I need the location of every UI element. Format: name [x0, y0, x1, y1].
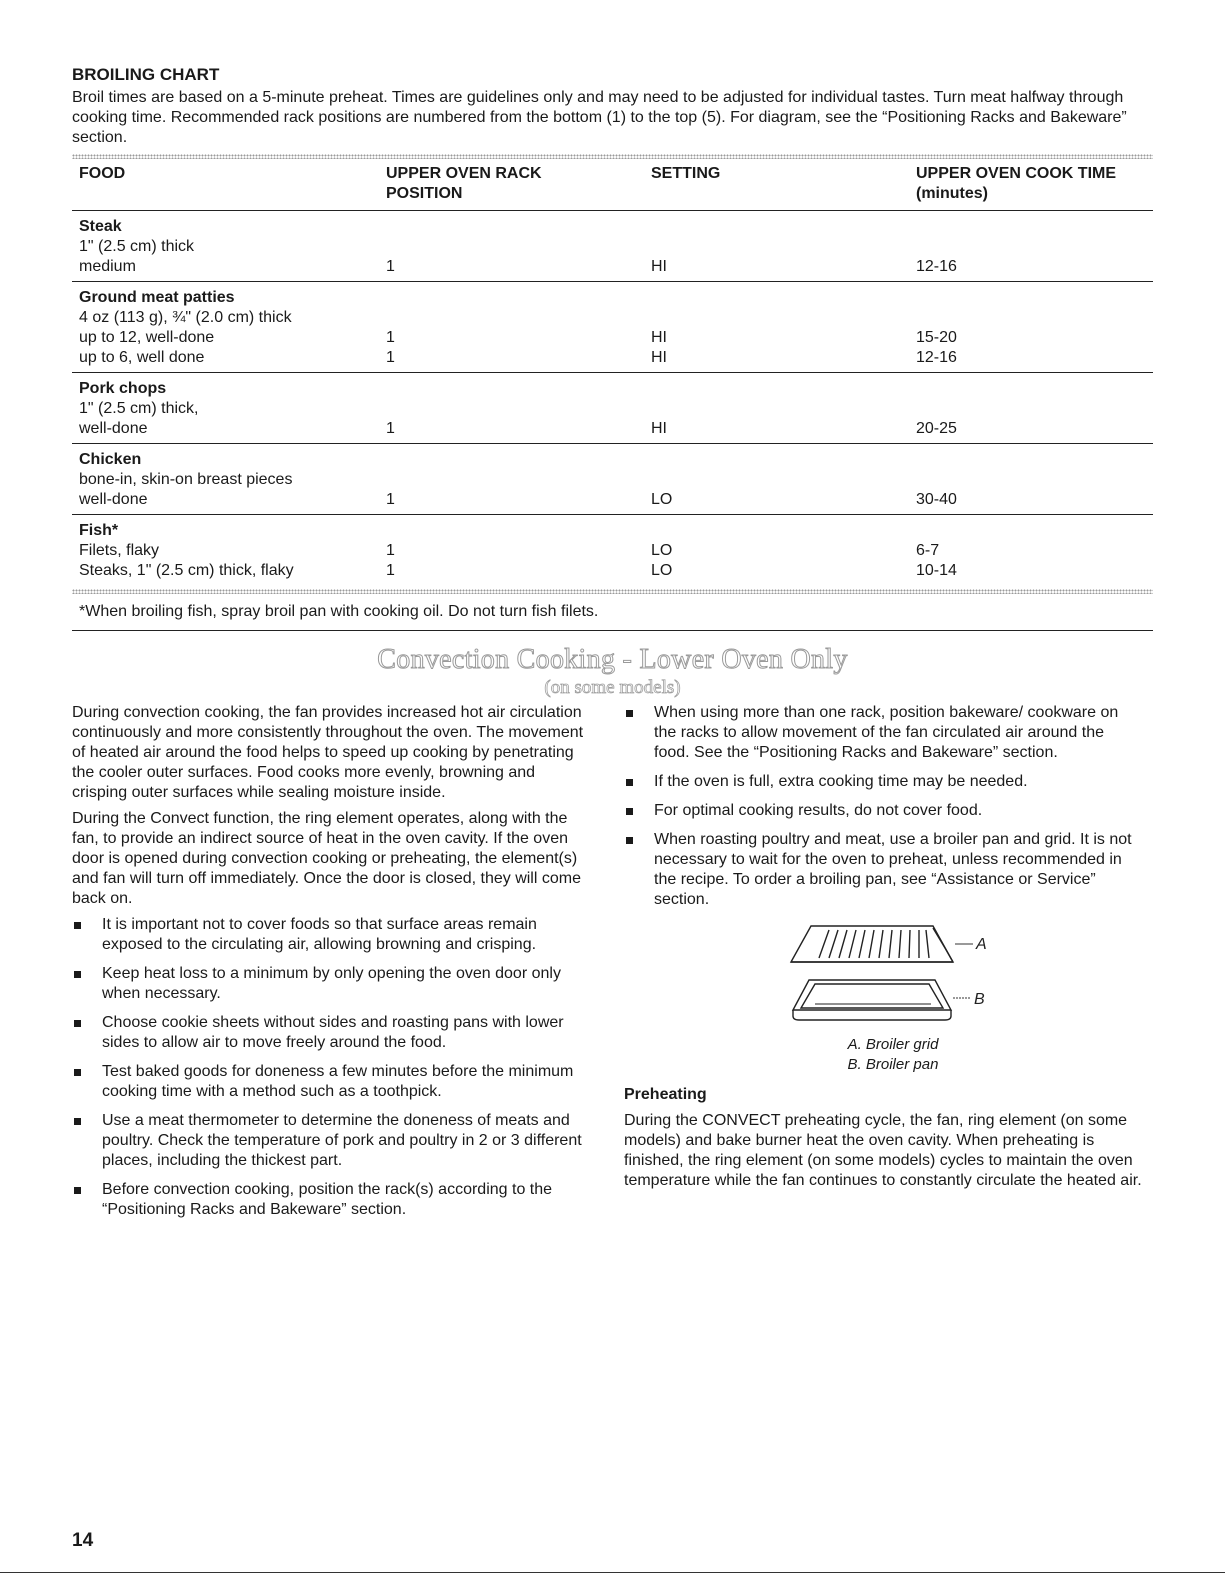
header-cook-time: UPPER OVEN COOK TIME (minutes): [909, 159, 1153, 211]
convection-section-title: Convection Cooking - Lower Oven Only: [377, 644, 848, 675]
broiling-intro: Broil times are based on a 5-minute preheat. Times are guidelines only and may need to be adjusted for individual tastes. Turn meat halfway through cooking time. Recommended rack positions are numbered from the bottom (1) to the top (5). For diagram, see the “Positioning Racks and Bakeware” section.: [72, 89, 1127, 146]
time-cell: 15-20 12-16: [909, 282, 1153, 373]
label-a: A: [976, 936, 987, 953]
food-cell: Chicken bone-in, skin-on breast pieces well-done: [72, 444, 379, 515]
bullet-square-icon: [626, 710, 633, 717]
list-item: When using more than one rack, position bakeware/ cookware on the racks to allow movement of the fan circulated air around the food. See the “Positioning Racks and Bakeware” section.: [624, 703, 1142, 763]
right-column: [624, 703, 1142, 1197]
page-number: 14: [72, 1530, 94, 1551]
label-b: B: [974, 991, 985, 1008]
caption-broiler-pan: B. Broiler pan: [847, 1056, 939, 1073]
food-cell: Steak 1" (2.5 cm) thick medium: [72, 211, 379, 282]
time-cell: 30-40: [909, 444, 1153, 515]
preheating-heading: Preheating: [624, 1086, 707, 1103]
list-item: When roasting poultry and meat, use a broiler pan and grid. It is not necessary to wait for the oven to preheat, unless recommended in the recipe. To order a broiling pan, see “Assistance or Service” section.: [624, 830, 1142, 910]
bullet-square-icon: [626, 779, 633, 786]
time-cell: 6-7 10-14: [916, 542, 957, 579]
broiler-grid-icon: [791, 926, 953, 962]
bottom-rule: [0, 1572, 1225, 1573]
left-bullet-list: [72, 915, 592, 1220]
table-header-row: [72, 159, 1153, 211]
rack-cell: 1: [379, 211, 644, 282]
rack-cell: 1 1: [379, 282, 644, 373]
table-row-fish: [72, 515, 1153, 586]
table-row-pork-chops: [72, 373, 1153, 444]
list-item: Choose cookie sheets without sides and roasting pans with lower sides to allow air to move freely around the food.: [72, 1013, 592, 1053]
list-item: Before convection cooking, position the rack(s) according to the “Positioning Racks and Bakeware” section.: [72, 1180, 592, 1220]
left-column: [72, 703, 592, 1229]
bullet-square-icon: [74, 1020, 81, 1027]
bullet-square-icon: [74, 1187, 81, 1194]
broiler-figure: [624, 920, 1142, 1075]
list-item: Test baked goods for doneness a few minutes before the minimum cooking time with a method such as a toothpick.: [72, 1062, 592, 1102]
caption-broiler-grid: A. Broiler grid: [847, 1036, 939, 1053]
bullet-square-icon: [626, 837, 633, 844]
page-content: [72, 64, 1153, 1218]
broiler-pan-icon: [793, 980, 951, 1020]
right-bullet-list: [624, 703, 1142, 910]
paragraph: During the Convect function, the ring element operates, along with the fan, to provide an indirect source of heat in the oven cavity. If the oven door is opened during convection cooking or preheating, the element(s) and fan will turn off immediately. Once the door is closed, they will come back on.: [72, 810, 581, 907]
bullet-square-icon: [74, 1118, 81, 1125]
setting-cell: HI HI: [644, 282, 909, 373]
fish-footnote: *When broiling fish, spray broil pan with cooking oil. Do not turn fish filets.: [72, 594, 1153, 631]
setting-cell: LO: [644, 444, 909, 515]
list-item: For optimal cooking results, do not cover food.: [624, 801, 1142, 821]
header-food: FOOD: [72, 159, 379, 211]
setting-cell: HI: [644, 211, 909, 282]
rack-cell: 1: [379, 444, 644, 515]
time-cell: 20-25: [909, 373, 1153, 444]
broiling-table: [72, 159, 1153, 585]
setting-cell: LO LO: [651, 542, 673, 579]
bullet-square-icon: [74, 971, 81, 978]
header-setting: SETTING: [644, 159, 909, 211]
setting-cell: HI: [644, 373, 909, 444]
table-row-ground-meat: [72, 282, 1153, 373]
preheating-paragraph: During the CONVECT preheating cycle, the fan, ring element (on some models) and bake burner heat the oven cavity. When preheating is finished, the ring element (on some models) cycles to maintain the oven temperature while the fan continues to constantly circulate the heated air.: [624, 1112, 1142, 1189]
broiling-chart-title: BROILING CHART: [72, 65, 220, 84]
convection-section-subtitle: (on some models): [544, 677, 681, 698]
bullet-square-icon: [74, 1069, 81, 1076]
list-item: Use a meat thermometer to determine the doneness of meats and poultry. Check the temperature of pork and poultry in 2 or 3 different places, including the thickest part.: [72, 1111, 592, 1171]
table-row-chicken: [72, 444, 1153, 515]
table-row-steak: [72, 211, 1153, 282]
header-rack-position: UPPER OVEN RACK POSITION: [379, 159, 644, 211]
rack-cell: 1 1: [386, 542, 395, 579]
rack-cell: 1: [379, 373, 644, 444]
food-cell: Fish* Filets, flaky Steaks, 1" (2.5 cm) thick, flaky: [79, 522, 294, 579]
list-item: Keep heat loss to a minimum by only opening the oven door only when necessary.: [72, 964, 592, 1004]
food-cell: Ground meat patties 4 oz (113 g), ¾" (2.0 cm) thick up to 12, well-done up to 6, well done: [72, 282, 379, 373]
bullet-square-icon: [74, 922, 81, 929]
time-cell: 12-16: [909, 211, 1153, 282]
food-cell: Pork chops 1" (2.5 cm) thick, well-done: [72, 373, 379, 444]
paragraph: During convection cooking, the fan provides increased hot air circulation continuously and more consistently throughout the oven. The movement of heated air around the food helps to speed up cooking by penetrating the cooler outer surfaces. Food cooks more evenly, browning and crisping outer surfaces while sealing moisture inside.: [72, 704, 584, 801]
bullet-square-icon: [626, 808, 633, 815]
list-item: It is important not to cover foods so that surface areas remain exposed to the circulating air, allowing browning and crisping.: [72, 915, 592, 955]
broiler-pan-illustration: [763, 920, 1003, 1030]
list-item: If the oven is full, extra cooking time may be needed.: [624, 772, 1142, 792]
